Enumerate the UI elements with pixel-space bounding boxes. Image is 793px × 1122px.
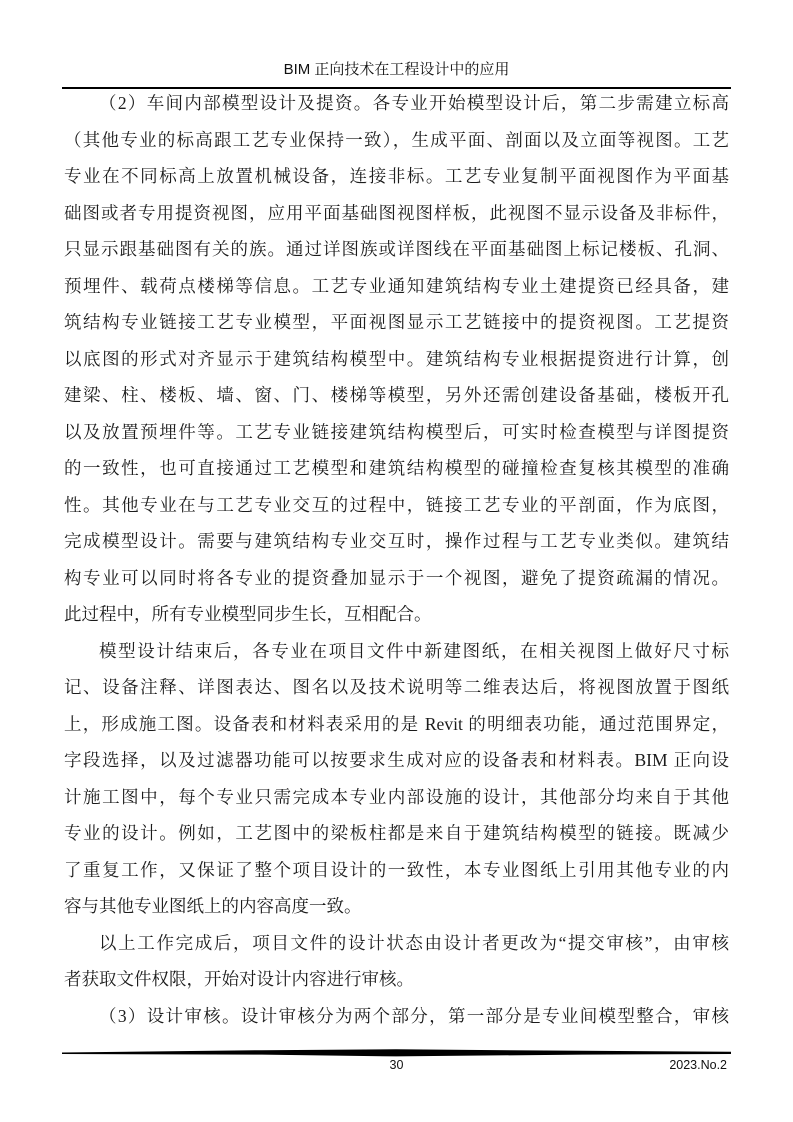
text-line-p2-l2: 记、设备注释、详图表达、图名以及技术说明等二维表达后，将视图放置于图纸 (64, 677, 729, 697)
text-line-p1-l11: 的一致性，也可直接通过工艺模型和建筑结构模型的碰撞检查复核其模型的准确 (64, 458, 729, 478)
text-line-p3-l2: 者获取文件权限，开始对设计内容进行审核。 (64, 969, 414, 989)
text-line-p1-l3: 专业在不同标高上放置机械设备，连接非标。工艺专业复制平面视图作为平面基 (64, 166, 729, 186)
text-line-p2-l6: 专业的设计。例如，工艺图中的梁板柱都是来自于建筑结构模型的链接。既减少 (64, 823, 729, 843)
text-line-p2-l4: 字段选择，以及过滤器功能可以按要求生成对应的设备表和材料表。BIM 正向设 (64, 750, 729, 770)
text-line-p4-l1: （3）设计审核。设计审核分为两个部分，第一部分是专业间模型整合，审核 (99, 1005, 729, 1026)
text-line-p1-l15: 此过程中，所有专业模型同步生长，互相配合。 (64, 604, 432, 624)
text-line-p1-l6: 预埋件、载荷点楼梯等信息。工艺专业通知建筑结构专业土建提资已经具备，建 (64, 275, 729, 296)
text-line-p1-l4: 础图或者专用提资视图，应用平面基础图视图样板，此视图不显示设备及非标件， (64, 202, 729, 223)
text-line-p3-l1: 以上工作完成后，项目文件的设计状态由设计者更改为“提交审核”，由审核 (99, 932, 729, 953)
text-line-p2-l5: 计施工图中，每个专业只需完成本专业内部设施的设计，其他部分均来自于其他 (64, 786, 729, 807)
text-line-p2-l1: 模型设计结束后，各专业在项目文件中新建图纸，在相关视图上做好尺寸标 (99, 640, 729, 661)
text-line-p1-l10: 以及放置预埋件等。工艺专业链接建筑结构模型后，可实时检查模型与详图提资 (64, 421, 729, 442)
document-body (64, 85, 729, 1034)
text-line-p1-l7: 筑结构专业链接工艺专业模型，平面视图显示工艺链接中的提资视图。工艺提资 (64, 312, 729, 332)
text-line-p2-l3: 上，形成施工图。设备表和材料表采用的是 Revit 的明细表功能，通过范围界定， (64, 713, 729, 734)
text-line-p2-l8: 容与其他专业图纸上的内容高度一致。 (64, 896, 362, 916)
text-line-p2-l7: 了重复工作，又保证了整个项目设计的一致性，本专业图纸上引用其他专业的内 (64, 859, 729, 880)
text-line-p1-l14: 构专业可以同时将各专业的提资叠加显示于一个视图，避免了提资疏漏的情况。 (64, 567, 729, 588)
text-line-p1-l9: 建梁、柱、楼板、墙、窗、门、楼梯等模型，另外还需创建设备基础，楼板开孔 (64, 385, 729, 405)
text-line-p1-l1: （2）车间内部模型设计及提资。各专业开始模型设计后，第二步需建立标高 (99, 93, 729, 113)
running-header-title: BIM 正向技术在工程设计中的应用 (283, 61, 510, 78)
issue-label: 2023.No.2 (669, 1058, 727, 1072)
text-line-p1-l8: 以底图的形式对齐显示于建筑结构模型中。建筑结构专业根据提资进行计算，创 (64, 348, 729, 369)
page-footer (64, 1058, 729, 1076)
page-number: 30 (389, 1058, 404, 1072)
text-line-p1-l2: （其他专业的标高跟工艺专业保持一致），生成平面、剖面以及立面等视图。工艺 (64, 129, 729, 150)
text-line-p1-l12: 性。其他专业在与工艺专业交互的过程中，链接工艺专业的平剖面，作为底图， (64, 494, 729, 515)
text-line-p1-l5: 只显示跟基础图有关的族。通过详图族或详图线在平面基础图上标记楼板、孔洞、 (64, 239, 729, 259)
footer-rule (62, 1049, 731, 1057)
text-line-p1-l13: 完成模型设计。需要与建筑结构专业交互时，操作过程与工艺专业类似。建筑结 (64, 531, 729, 551)
